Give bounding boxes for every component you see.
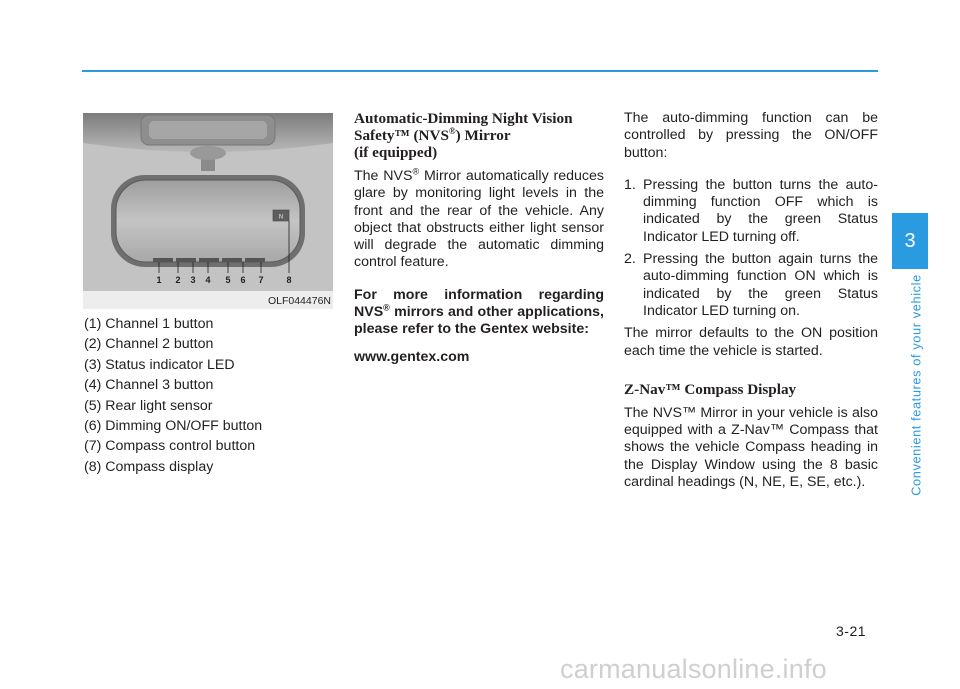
caption-item: (1) Channel 1 button [84,316,214,332]
mirror-figure [83,113,333,309]
nvs-mirror-section [354,110,604,366]
callout-4: 4 [205,275,211,285]
registered-mark: ® [412,166,420,177]
registered-mark: ® [448,125,456,136]
section-heading [354,110,604,161]
page-number: 3-21 [836,623,867,639]
rearview-mirror-illustration [83,113,333,309]
callout-5: 5 [225,275,231,285]
svg-text:N: N [278,213,284,221]
list-number: 1. [624,176,636,193]
heading-line-2 [354,127,604,144]
callout-2: 2 [175,275,181,285]
list-number: 2. [624,251,636,268]
nvs-description [354,168,604,272]
auto-dimming-section [624,110,878,491]
chapter-label-text: Convenient features of your vehicle [908,274,924,496]
callout-1: 1 [156,275,162,285]
chapter-tab: 3 [892,213,928,269]
top-rule [82,70,878,72]
list-item [624,251,878,320]
figure-captions [84,314,344,477]
figure-code: OLF044476N [267,295,331,307]
paragraph-text: The NVS [354,168,413,184]
paragraph-text: mirrors and other applications, please refer to the Gentex website: [354,304,604,338]
heading-text: ) Mirror [455,127,511,144]
znav-heading: Z-Nav™ Compass Display [624,380,797,398]
heading-text: Safety™ (NVS [354,127,449,144]
caption-item: (5) Rear light sensor [84,397,213,414]
callout-7: 7 [258,275,264,285]
gentex-info [354,287,604,339]
paragraph-text: Mirror automatically reduces glare by monitoring light levels in the front and the rear of the vehicle. Any object that obstructs either light sensor will degrade the automatic dimming control feature. [354,168,604,271]
heading-line-1: Automatic-Dimming Night Vision [354,110,573,127]
caption-item: (6) Dimming ON/OFF button [84,418,263,435]
watermark: carmanualsonline.info [560,654,827,684]
caption-item: (4) Channel 3 button [84,377,214,394]
list-item [624,177,878,246]
callout-3: 3 [190,275,196,285]
default-position-text: The mirror defaults to the ON position each time the vehicle is started. [624,325,878,359]
heading-line-3: (if equipped) [354,144,438,161]
callout-6: 6 [240,275,246,285]
caption-item: (7) Compass control button [84,438,256,455]
list-text: Pressing the button again turns the auto-dimming function ON which is indicated by the green Status Indicator LED turning on. [643,251,878,319]
gentex-url[interactable]: www.gentex.com [354,348,470,365]
paragraph-text: For more information regarding NVS [354,286,604,321]
caption-item: (3) Status indicator LED [84,356,235,373]
caption-item: (2) Channel 2 button [84,336,214,353]
callout-8: 8 [286,275,292,285]
list-text: Pressing the button turns the auto-dimming function OFF which is indicated by the green Status Indicator LED turning off. [643,176,878,245]
on-off-intro: The auto-dimming function can be controlled by pressing the ON/OFF button: [624,110,878,161]
registered-mark: ® [383,302,390,313]
znav-description: The NVS™ Mirror in your vehicle is also equipped with a Z-Nav™ Compass that shows the vehicle Compass heading in the Display Window using the 8 basic cardinal headings (N, NE, E, SE, etc.). [624,404,878,491]
chapter-label [908,275,924,495]
caption-item: (8) Compass display [84,458,214,475]
